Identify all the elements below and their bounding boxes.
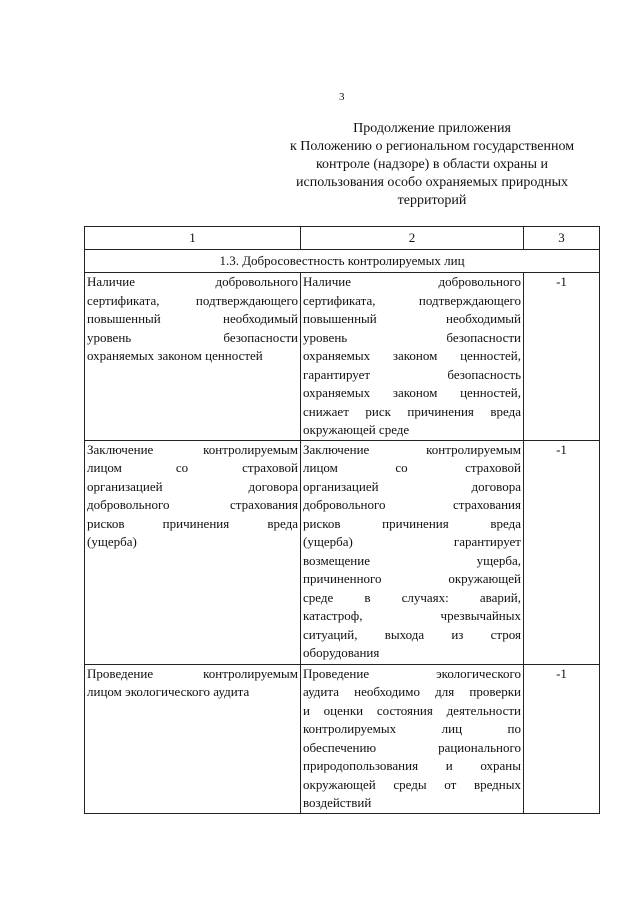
cell-text-line: возмещение ущерба, <box>303 552 521 568</box>
criterion-cell <box>85 440 301 664</box>
cell-text-line: охраняемых законом ценностей, <box>303 385 521 400</box>
cell-text-line: обеспечению рационального <box>303 739 521 755</box>
section-row <box>85 250 600 273</box>
cell-text-line: сертификата, подтверждающего <box>303 292 521 308</box>
cell-text-line: катастроф, чрезвычайных <box>303 608 521 623</box>
cell-text-line: лицом со страховой <box>303 460 521 475</box>
cell-text-line: ситуаций, выхода из строя <box>303 626 521 642</box>
cell-text-line: среде в случаях: аварий, <box>303 589 521 605</box>
header-line: использования особо охраняемых природных <box>296 175 568 190</box>
cell-text-line: рисков причинения вреда <box>87 515 298 531</box>
cell-text-line: организацией договора <box>87 478 298 494</box>
cell-text-line: аудита необходимо для проверки <box>303 684 521 699</box>
cell-text-line: охраняемых законом ценностей, <box>303 348 521 363</box>
appendix-header <box>266 120 598 210</box>
cell-text-line: оборудования <box>303 645 380 660</box>
cell-text-line: добровольного страхования <box>87 497 298 512</box>
table-row <box>85 273 600 441</box>
cell-text-line: и оценки состояния деятельности <box>303 702 521 718</box>
table-row <box>85 440 600 664</box>
score-value: -1 <box>524 273 600 441</box>
score-value: -1 <box>524 440 600 664</box>
cell-text-line: организацией договора <box>303 478 521 494</box>
cell-text-line: гарантирует безопасность <box>303 366 521 382</box>
cell-text-line: окружающей среды от вредных <box>303 776 521 792</box>
cell-text-line: (ущерба) гарантирует <box>303 534 521 549</box>
description-cell <box>301 440 524 664</box>
criteria-table <box>84 226 600 814</box>
cell-text-line: снижает риск причинения вреда <box>303 403 521 419</box>
description-cell <box>301 273 524 441</box>
cell-text-line: природопользования и охраны <box>303 758 521 773</box>
cell-text-line: Наличие добровольного <box>303 274 521 289</box>
table-row <box>85 664 600 813</box>
column-number: 2 <box>301 227 524 250</box>
cell-text-line: уровень безопасности <box>303 329 521 345</box>
cell-text-line: Заключение контролируемым <box>87 441 298 457</box>
cell-text-line: Проведение экологического <box>303 665 521 681</box>
header-line: контроле (надзоре) в области охраны и <box>315 157 549 172</box>
column-number: 3 <box>524 227 600 250</box>
cell-text-line: повышенный необходимый <box>303 311 521 326</box>
cell-text-line: сертификата, подтверждающего <box>87 292 298 308</box>
score-value: -1 <box>524 664 600 813</box>
cell-text-line: окружающей среде <box>303 422 410 437</box>
cell-text-line: Проведение контролируемым <box>87 665 298 681</box>
cell-text-line: лицом со страховой <box>87 460 298 475</box>
header-line: Продолжение приложения <box>353 121 511 136</box>
cell-text-line: повышенный необходимый <box>87 311 298 326</box>
cell-text-line: уровень безопасности <box>87 329 298 345</box>
page-number: 3 <box>339 91 345 103</box>
cell-text-line: Наличие добровольного <box>87 274 298 289</box>
cell-text-line: причиненного окружающей <box>303 571 521 586</box>
cell-text-line: лицом экологического аудита <box>87 684 250 699</box>
cell-text-line: охраняемых законом ценностей <box>87 348 263 363</box>
cell-text-line: Заключение контролируемым <box>303 441 521 457</box>
cell-text-line: контролируемых лиц по <box>303 721 521 736</box>
cell-text-line: (ущерба) <box>87 534 137 549</box>
criterion-cell <box>85 664 301 813</box>
section-title: 1.3. Добросовестность контролируемых лиц <box>85 250 600 273</box>
description-cell <box>301 664 524 813</box>
header-line: территорий <box>397 193 467 208</box>
criterion-cell <box>85 273 301 441</box>
cell-text-line: добровольного страхования <box>303 497 521 512</box>
column-number: 1 <box>85 227 301 250</box>
cell-text-line: рисков причинения вреда <box>303 515 521 531</box>
cell-text-line: воздействий <box>303 795 372 810</box>
header-line: к Положению о региональном государственном <box>289 139 575 154</box>
table-header-row <box>85 227 600 250</box>
